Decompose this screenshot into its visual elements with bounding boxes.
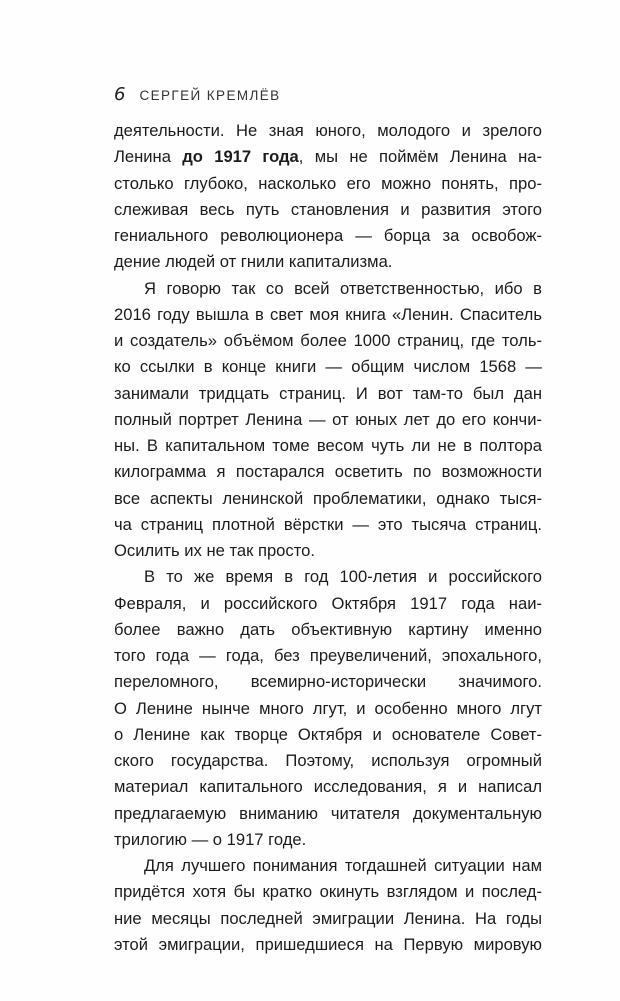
- text-line: Я говорю так со всей ответственностью, ибо в: [144, 278, 542, 298]
- text-fragment: Ленина: [114, 147, 171, 167]
- text-line: предлагаемую вниманию читателя документальную: [114, 803, 542, 823]
- body-text: [114, 118, 542, 958]
- text-line: В то же время в год 100-летия и российского: [144, 567, 542, 587]
- text-line: 2016 году вышла в свет моя книга «Ленин. Спаситель: [114, 304, 542, 324]
- text-line: Осилить их не так просто.: [114, 541, 315, 560]
- text-line: о Ленине как творце Октября и основателе Совет-: [114, 724, 542, 744]
- running-header: [114, 84, 281, 106]
- text-line: все аспекты ленинской проблематики, однако тыся-: [114, 488, 542, 508]
- text-line: Февраля, и российского Октября 1917 года наи-: [114, 593, 542, 613]
- author-name: СЕРГЕЙ КРЕМЛЁВ: [139, 88, 281, 103]
- text-line: материал капитального исследования, я и написал: [114, 777, 542, 797]
- page-number: 6: [114, 84, 126, 105]
- text-line: дение людей от гнили капитализма.: [114, 252, 393, 272]
- text-line: О Ленине нынче много лгут, и особенно много лгут: [114, 698, 542, 718]
- text-line: ского государства. Поэтому, используя огромный: [114, 751, 542, 770]
- text-line: килограмма я постарался осветить по возможности: [114, 462, 542, 482]
- text-line: ко ссылки в конце книги — общим числом 1568 —: [114, 357, 542, 377]
- text-fragment: , мы не поймём Ленина на-: [298, 147, 542, 167]
- text-line: деятельности. Не зная юного, молодого и зрелого: [114, 121, 542, 140]
- text-line: ча страниц плотной вёрстки — это тысяча страниц.: [114, 514, 542, 534]
- text-line: гениального революционера — борца за освобож-: [114, 226, 542, 245]
- text-line: полный портрет Ленина — от юных лет до его кончи-: [114, 409, 542, 429]
- text-line: этой эмиграции, пришедшиеся на Первую мировую: [114, 934, 542, 954]
- text-line-with-bold: [114, 144, 542, 170]
- text-line: того года — года, без преувеличений, эпохального,: [114, 646, 542, 665]
- bold-phrase: до 1917 года: [182, 147, 299, 167]
- text-line: ние месяцы последней эмиграции Ленина. На годы: [114, 908, 542, 928]
- text-line: трилогию — о 1917 годе.: [114, 829, 307, 849]
- text-line: более важно дать объективную картину именно: [114, 619, 542, 639]
- text-line: занимали тридцать страниц. И вот там-то был дан: [114, 383, 542, 403]
- text-line: столько глубоко, насколько его можно понять, про-: [114, 173, 542, 193]
- text-line: переломного, всемирно-исторически значимого.: [114, 672, 542, 692]
- text-line: ны. В капитальном томе весом чуть ли не в полтора: [114, 436, 542, 455]
- text-line: и создатель» объёмом более 1000 страниц, где толь-: [114, 331, 542, 350]
- text-line: слеживая весь путь становления и развития этого: [114, 199, 542, 219]
- text-line: Для лучшего понимания тогдашней ситуации нам: [144, 856, 542, 875]
- text-line: придётся хотя бы кратко окинуть взглядом и послед-: [114, 882, 542, 902]
